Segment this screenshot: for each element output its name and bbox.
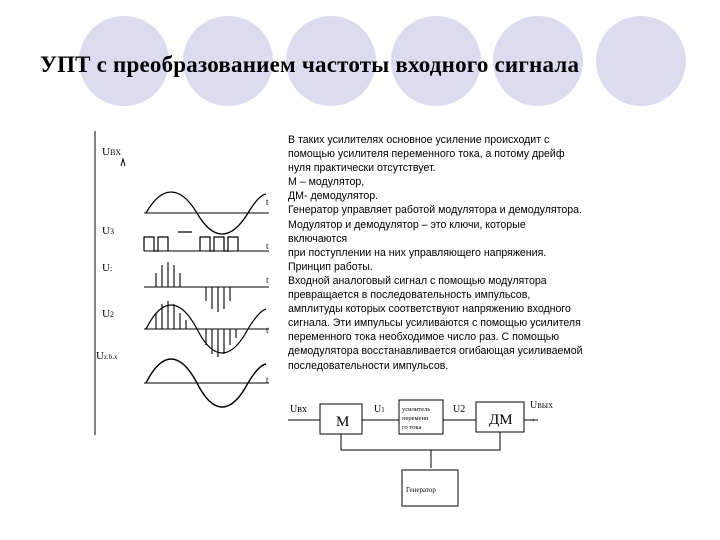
output-arrow-icon: › [532,415,535,424]
waveform-diagram [94,131,278,435]
description-line: М – модулятор, [288,176,365,189]
u1-label: U: [102,262,113,274]
amplifier-label-2: переменн [402,415,429,422]
block-u1-label: U1 [374,404,385,415]
generator-label: Генератор [406,486,436,494]
u-in-label: UBX [102,146,122,158]
amplifier-label-1: усилитель [402,406,431,413]
demodulator-label: ДМ [489,412,513,428]
block-u2-label: U2 [453,404,466,415]
block-diagram [286,386,586,516]
description-line: последовательности импульсов. [288,359,449,372]
t-label-3: t [266,275,269,285]
description-line: превращается в последовательность импульсов, [288,289,531,302]
u-out-label: Uz.b.x [96,350,118,362]
description-line: сигнала. Эти импульсы усиливаются с помощью усилителя [288,317,581,330]
control-pulses [144,232,238,251]
u2-label: U2 [102,308,114,320]
description-line: Принцип работы. [288,260,373,273]
generator-to-m-line [341,434,431,468]
description-line: включаются [288,232,348,245]
description-line: помощью усилителя переменного тока, а потому дрейф [288,148,565,161]
block-u-in-label: Uвх [290,404,307,415]
description-line: Модулятор и демодулятор – это ключи, которые [288,218,526,231]
t-label-5: t [266,375,269,385]
description-line: Входной аналоговый сигнал с помощью модулятора [288,274,547,287]
description-line: при поступлении на них управляющего напряжения. [288,246,547,259]
block-u-out-label: UВЫХ [530,400,554,411]
description-line: амплитуды которых соответствуют напряжению входного [288,303,571,316]
description-line: В таких усилителях основное усиление происходит с [288,134,550,146]
modulator-label: М [336,414,350,430]
amplifier-label-3: го тока [402,424,422,431]
t-label-4: t [266,325,269,335]
slide-title: УПТ с преобразованием частоты входного сигнала [40,52,580,77]
description-line: демодулятора восстанавливается огибающая усиливаемой [288,345,583,358]
description-line: Генератор управляет работой модулятора и демодулятора. [288,204,582,217]
t-label-2: t [266,241,269,251]
description-line: переменного тока необходимое число раз. С помощью [288,331,560,344]
t-label-1: t [266,197,269,207]
description-line: ДМ- демодулятор. [288,190,379,203]
u3-label: U3 [102,225,114,237]
description-line: нуля практически отсутствует. [288,162,436,175]
generator-to-dm-line [431,432,500,450]
description-text [288,133,668,373]
